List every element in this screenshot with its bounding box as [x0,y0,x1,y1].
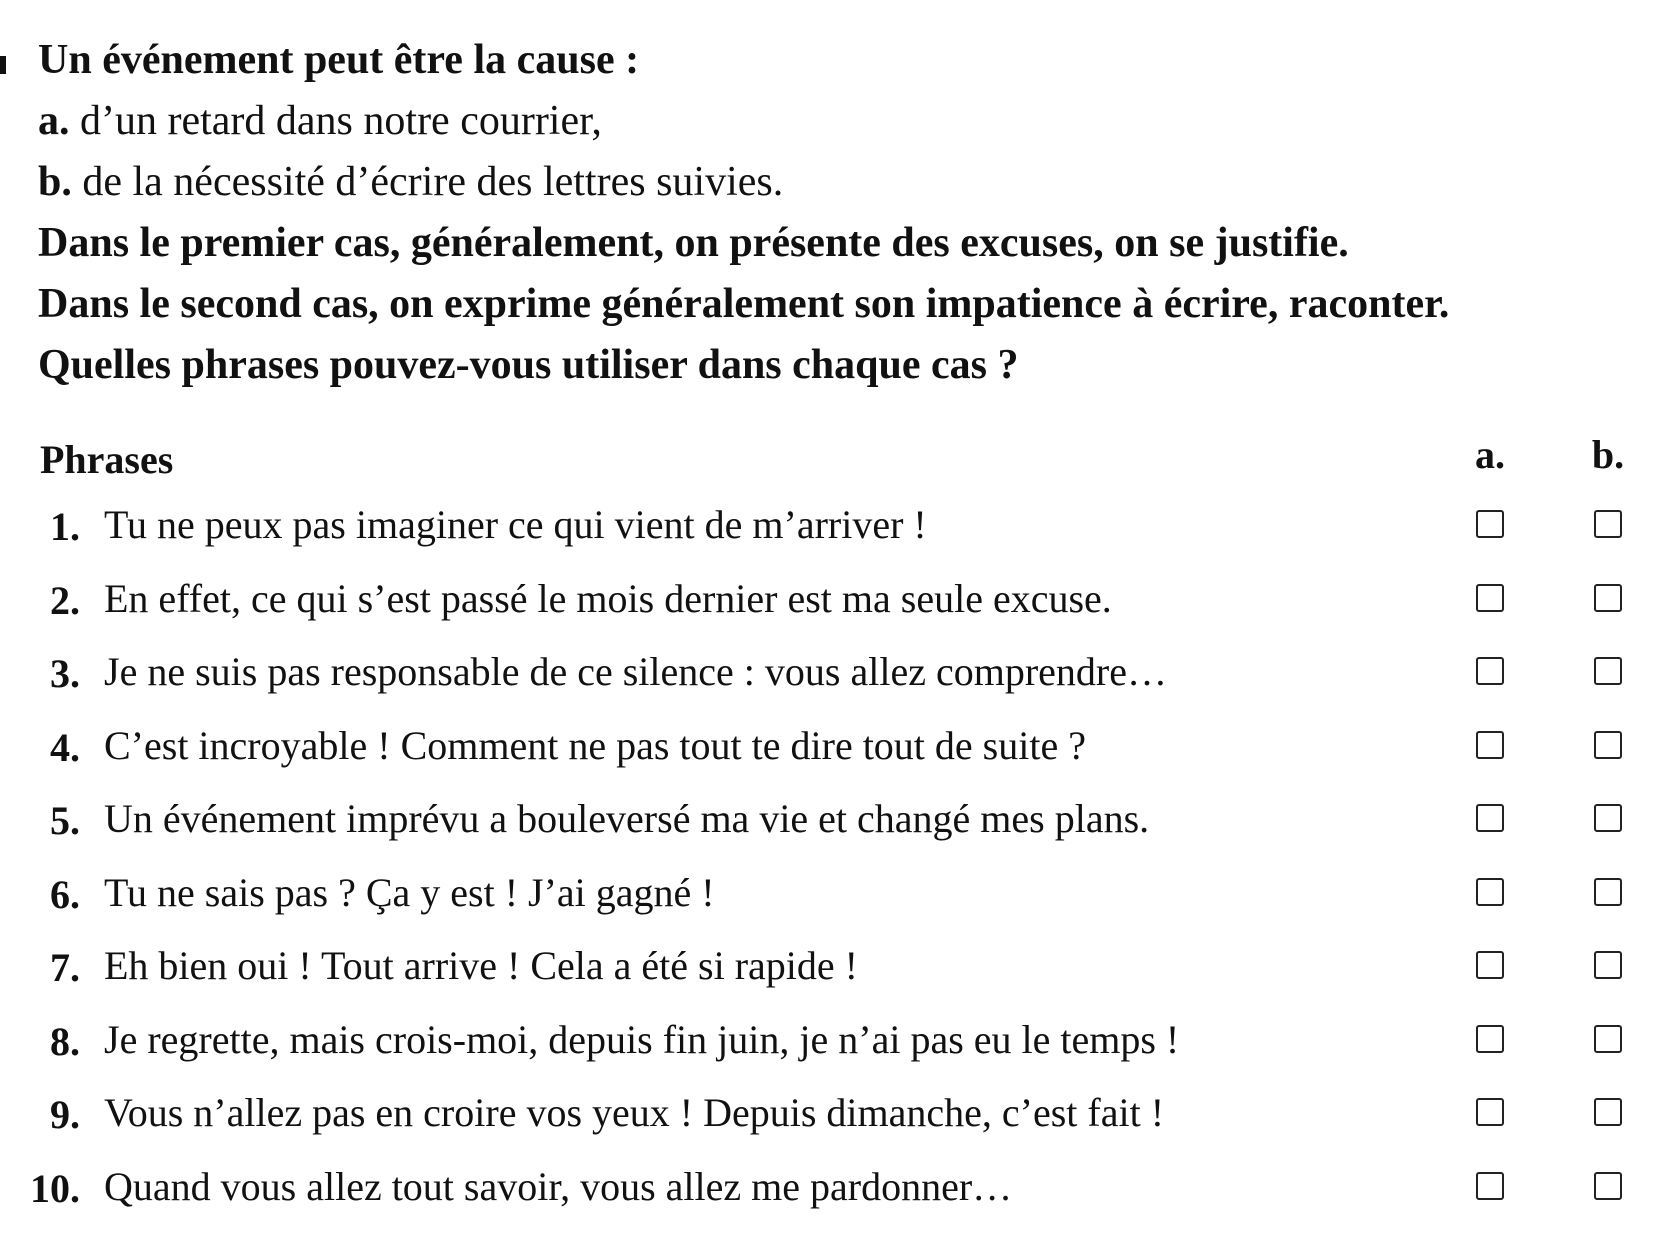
intro-option-a [38,91,1668,152]
checkbox-a[interactable] [1476,804,1504,832]
checkbox-b[interactable] [1594,510,1622,538]
phrase-row-9 [0,1078,1680,1152]
phrase-text: Je regrette, mais crois-moi, depuis fin juin, je n’ai pas eu le temps ! [104,1016,1180,1062]
option-a-label: a. [38,98,70,144]
phrase-number: 9. [50,1092,80,1137]
phrase-text: Tu ne peux pas imaginer ce qui vient de m’arriver ! [104,502,927,547]
intro-option-b [38,152,1668,213]
checkbox-b[interactable] [1594,804,1622,832]
phrase-number: 6. [50,871,80,917]
phrase-number: 1. [50,504,80,549]
checkbox-a[interactable] [1476,731,1504,759]
checkbox-b[interactable] [1594,584,1622,612]
phrase-row-6 [0,858,1680,932]
header-column-a: a. [1475,432,1505,477]
header-column-b: b. [1591,432,1625,477]
table-header [0,425,1680,485]
phrase-number: 10. [30,1165,80,1211]
intro-line-1: Un événement peut être la cause : [38,37,640,83]
phrase-text: Eh bien oui ! Tout arrive ! Cela a été si rapide ! [104,943,858,988]
checkbox-a[interactable] [1476,657,1504,685]
checkbox-a[interactable] [1476,1025,1504,1053]
phrase-row-8 [0,1005,1680,1079]
phrase-number: 7. [50,945,80,990]
phrase-row-4 [0,711,1680,785]
phrase-number: 3. [50,651,80,696]
checkbox-b[interactable] [1594,878,1622,906]
phrase-number: 2. [50,577,80,623]
instructions [38,30,1668,396]
phrase-row-1 [0,490,1680,564]
checkbox-a[interactable] [1476,878,1504,906]
checkbox-a[interactable] [1476,510,1504,538]
checkbox-a[interactable] [1476,1172,1504,1200]
phrase-number: 8. [50,1018,80,1064]
option-a-text: d’un retard dans notre courrier, [80,98,602,144]
checkbox-a[interactable] [1476,951,1504,979]
phrase-text: Tu ne sais pas ? Ça y est ! J’ai gagné ! [104,869,715,915]
checkbox-b[interactable] [1594,1098,1622,1126]
phrase-text: Un événement imprévu a bouleversé ma vie et changé mes plans. [104,796,1150,841]
phrase-row-5 [0,784,1680,858]
checkbox-b[interactable] [1594,1172,1622,1200]
phrase-text: C’est incroyable ! Comment ne pas tout te dire tout de suite ? [104,722,1086,768]
bullet-marker [0,56,6,74]
option-b-label: b. [38,159,72,205]
phrase-text: Quand vous allez tout savoir, vous allez me pardonner… [104,1163,1013,1209]
phrase-text: Je ne suis pas responsable de ce silence : vous allez comprendre… [104,649,1167,694]
phrase-text: Vous n’allez pas en croire vos yeux ! Depuis dimanche, c’est fait ! [104,1090,1165,1135]
intro-line-4: Dans le premier cas, généralement, on présente des excuses, on se justifie. [38,220,1349,266]
checkbox-a[interactable] [1476,1098,1504,1126]
intro-line-5: Dans le second cas, on exprime généralement son impatience à écrire, raconter. [38,281,1450,327]
option-b-text: de la nécessité d’écrire des lettres suivies. [82,159,784,205]
intro-question: Quelles phrases pouvez-vous utiliser dans chaque cas ? [38,342,1019,388]
phrase-number: 4. [50,724,80,770]
checkbox-a[interactable] [1476,584,1504,612]
checkbox-b[interactable] [1594,657,1622,685]
checkbox-b[interactable] [1594,951,1622,979]
checkbox-b[interactable] [1594,731,1622,759]
phrase-text: En effet, ce qui s’est passé le mois dernier est ma seule excuse. [104,575,1112,621]
phrase-row-10 [0,1152,1680,1226]
header-phrases: Phrases [40,437,174,482]
phrase-row-2 [0,564,1680,638]
phrase-list [0,490,1680,1225]
phrase-row-3 [0,637,1680,711]
checkbox-b[interactable] [1594,1025,1622,1053]
phrase-row-7 [0,931,1680,1005]
phrase-number: 5. [50,798,80,843]
